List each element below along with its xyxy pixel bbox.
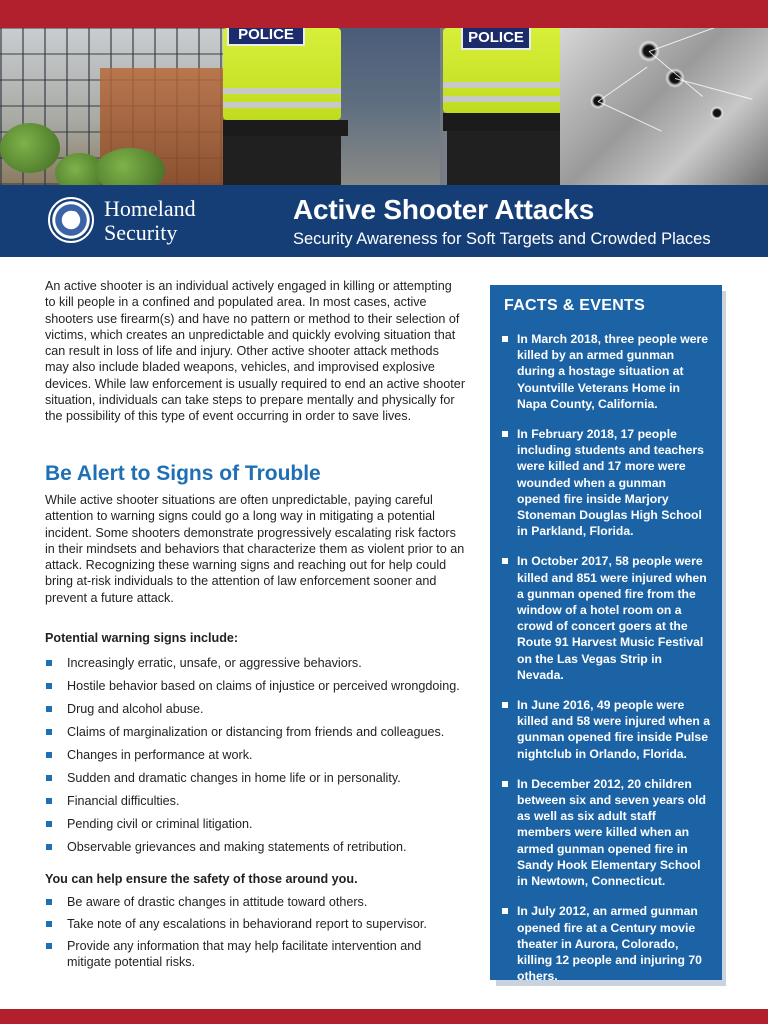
top-red-band xyxy=(0,0,768,28)
square-bullet-icon xyxy=(46,775,52,781)
square-bullet-icon xyxy=(46,943,52,949)
list-item: Claims of marginalization or distancing from friends and colleagues. xyxy=(45,724,475,747)
list-item: Financial difficulties. xyxy=(45,793,475,816)
square-bullet-icon xyxy=(502,558,508,564)
police-label: POLICE xyxy=(227,28,305,46)
tree-3 xyxy=(95,148,165,185)
list-item: Pending civil or criminal litigation. xyxy=(45,816,475,839)
square-bullet-icon xyxy=(502,336,508,342)
square-bullet-icon xyxy=(502,781,508,787)
hero-photo xyxy=(0,28,768,185)
duty-belt xyxy=(443,113,571,131)
facts-title: FACTS & EVENTS xyxy=(504,297,646,314)
alert-paragraph: While active shooter situations are often unpredictable, paying careful attention to warning signs could go a long way in mitigating a potential incident. Some shooters demonstrate progressively escalating risk factors in their mindsets and behaviors that characterize them as violent prior to an attack. Recognizing these warning signs and reaching out for help could bring at-risk individuals to the attention of law enforcement sooner and prevent a future attack. xyxy=(45,493,465,605)
list-item: Take note of any escalations in behaviorand report to supervisor. xyxy=(45,916,475,932)
help-list xyxy=(45,894,475,976)
square-bullet-icon xyxy=(46,844,52,850)
fact-item: In June 2016, 49 people were killed and 58 were injured when a gunman opened fire inside Pulse nightclub in Orlando, Florida. xyxy=(502,697,712,762)
logo-line-2: Security xyxy=(104,220,178,245)
tree-1 xyxy=(0,123,60,173)
fact-item: In December 2012, 20 children between six and seven years old as well as six adult staff members were killed when an armed gunman opened fire in Sandy Hook Elementary School in Newtown, Connecticut. xyxy=(502,776,712,889)
square-bullet-icon xyxy=(46,821,52,827)
trousers xyxy=(223,136,341,185)
bullet-hole-icon xyxy=(710,106,724,120)
square-bullet-icon xyxy=(46,706,52,712)
square-bullet-icon xyxy=(46,660,52,666)
facts-panel xyxy=(490,285,722,984)
list-item: Provide any information that may help facilitate intervention and mitigate potential risks. xyxy=(45,938,475,970)
list-item: Sudden and dramatic changes in home life or in personality. xyxy=(45,770,475,793)
list-item: Drug and alcohol abuse. xyxy=(45,701,475,724)
square-bullet-icon xyxy=(502,431,508,437)
warning-signs-list xyxy=(45,655,475,862)
help-heading: You can help ensure the safety of those around you. xyxy=(45,872,358,886)
square-bullet-icon xyxy=(46,729,52,735)
square-bullet-icon xyxy=(46,899,52,905)
fact-item: In October 2017, 58 people were killed and 851 were injured when a gunman opened fire from the window of a hotel room on a crowd of concert goers at the Route 91 Harvest Music Festival on the Las Vegas Strip in Nevada. xyxy=(502,553,712,683)
officer-photo-left xyxy=(215,28,355,185)
list-item: Changes in performance at work. xyxy=(45,747,475,770)
trousers xyxy=(447,131,565,185)
intro-paragraph: An active shooter is an individual actively engaged in killing or attempting to kill people in a confined and populated area. In most cases, active shooters use firearm(s) and have no pattern or method to their selection of victims, which creates an unpredictable and quickly evolving situation that can result in loss of life and injury. Other active shooter attack methods may also include bladed weapons, vehicles, and improvised explosive devices. While law enforcement is usually required to end an active shooter situation, individuals can take steps to prepare mentally and physically for the possibility of this type of event occurring in order to save lives. xyxy=(45,279,466,424)
fact-item: In July 2012, an armed gunman opened fire at a Century movie theater in Aurora, Colorado, killing 12 people and injuring 70 others. xyxy=(502,903,712,984)
facts-list xyxy=(502,331,712,998)
officer-photo-right xyxy=(425,28,575,185)
fact-item: In March 2018, three people were killed by an armed gunman during a hostage situation at Yountville Veterans Home in Napa County, California. xyxy=(502,331,712,412)
police-label: POLICE xyxy=(461,28,531,50)
warning-signs-heading: Potential warning signs include: xyxy=(45,631,239,645)
fact-item: In February 2018, 17 people including students and teachers were killed and 17 more were wounded when a gunman opened fire inside Marjory Stoneman Douglas High School in Parkland, Florida. xyxy=(502,426,712,539)
list-item: Increasingly erratic, unsafe, or aggressive behaviors. xyxy=(45,655,475,678)
square-bullet-icon xyxy=(502,908,508,914)
square-bullet-icon xyxy=(46,683,52,689)
duty-belt xyxy=(223,120,348,136)
bottom-red-band xyxy=(0,1009,768,1024)
homeland-security-logo xyxy=(104,197,196,245)
list-item: Hostile behavior based on claims of injustice or perceived wrongdoing. xyxy=(45,678,475,701)
square-bullet-icon xyxy=(46,752,52,758)
dhs-seal-icon xyxy=(48,197,94,243)
list-item: Observable grievances and making statements of retribution. xyxy=(45,839,475,862)
square-bullet-icon xyxy=(46,798,52,804)
section-heading: Be Alert to Signs of Trouble xyxy=(45,462,321,485)
shattered-glass-photo xyxy=(560,28,768,185)
list-item: Be aware of drastic changes in attitude toward others. xyxy=(45,894,475,910)
page-subtitle: Security Awareness for Soft Targets and Crowded Places xyxy=(293,230,711,248)
logo-line-1: Homeland xyxy=(104,196,196,221)
page-title: Active Shooter Attacks xyxy=(293,194,595,225)
square-bullet-icon xyxy=(502,702,508,708)
square-bullet-icon xyxy=(46,921,52,927)
